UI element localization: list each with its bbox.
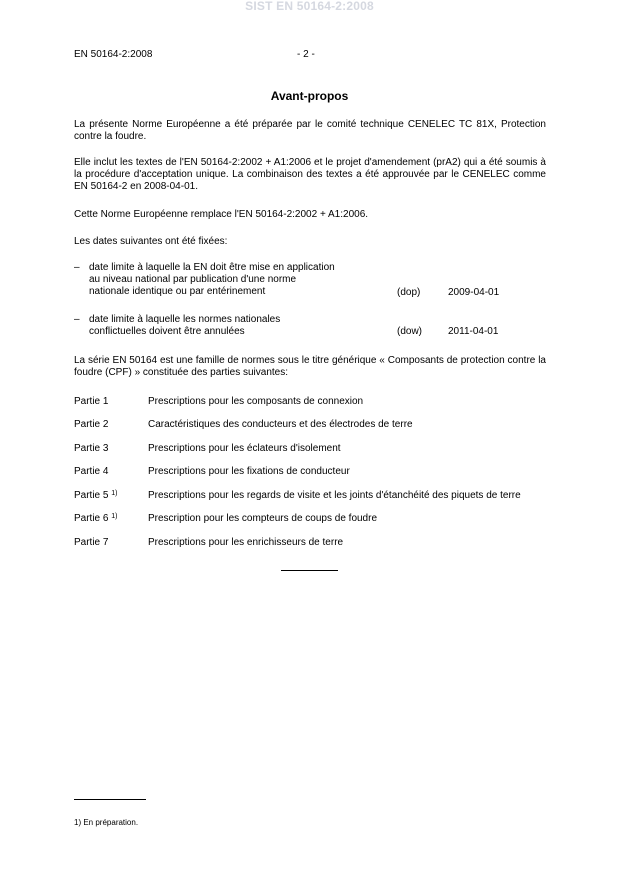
date-item-line: date limite à laquelle la EN doit être mise en application xyxy=(89,262,335,273)
paragraph-replaces: Cette Norme Européenne remplace l'EN 50164-2:2002 + A1:2006. xyxy=(74,209,369,220)
part-description: Prescriptions pour les regards de visite et les joints d'étanchéité des piquets de terre xyxy=(148,490,521,501)
part-label: Partie 7 xyxy=(74,537,109,548)
paragraph-committee: La présente Norme Européenne a été préparée par le comité technique CENELEC TC 81X, Protection contre la foudre. xyxy=(74,119,546,142)
watermark: SIST EN 50164-2:2008 xyxy=(245,0,374,13)
date-item-line: conflictuelles doivent être annulées xyxy=(89,326,245,337)
date-item-dow xyxy=(89,314,389,338)
date-value-dow: 2011-04-01 xyxy=(448,326,499,337)
part-label: Partie 5 $^{1)}$ xyxy=(74,490,118,501)
date-item-line: date limite à laquelle les normes nationales xyxy=(89,314,281,325)
page-title: Avant-propos xyxy=(270,89,349,103)
date-item-dop xyxy=(89,262,389,298)
date-code-dop: (dop) xyxy=(397,287,421,298)
part-description: Prescription pour les compteurs de coups de foudre xyxy=(148,513,378,524)
part-description: Prescriptions pour les enrichisseurs de terre xyxy=(148,537,344,548)
part-label: Partie 4 xyxy=(74,466,109,477)
paragraph-dates-intro: Les dates suivantes ont été fixées: xyxy=(74,236,228,247)
date-item-line: nationale identique ou par entérinement xyxy=(89,286,266,297)
paragraph-series: La série EN 50164 est une famille de normes sous le titre générique « Composants de protection contre la foudre (CPF) » constituée des parties suivantes: xyxy=(74,355,546,378)
part-description: Prescriptions pour les éclateurs d'isolement xyxy=(148,443,341,454)
part-label: Partie 2 xyxy=(74,419,109,430)
part-description: Caractéristiques des conducteurs et des électrodes de terre xyxy=(148,419,413,430)
part-label: Partie 1 xyxy=(74,396,109,407)
footnote-separator xyxy=(74,799,146,800)
part-label: Partie 6 $^{1)}$ xyxy=(74,513,118,524)
document-id: EN 50164-2:2008 xyxy=(74,49,153,60)
footnote: 1) En préparation. xyxy=(74,818,139,827)
date-item-line: au niveau national par publication d'une norme xyxy=(89,274,297,285)
date-code-dow: (dow) xyxy=(397,326,423,337)
list-dash: – xyxy=(74,314,80,325)
page-number: - 2 - xyxy=(297,49,315,60)
paragraph-texts: Elle inclut les textes de l'EN 50164-2:2002 + A1:2006 et le projet d'amendement (prA2) qui a été soumis à la procédure d'acceptation unique. La combinaison des textes a été approuvée par le CENELEC comme EN 50164-2 en 2008-04-01. xyxy=(74,157,546,192)
part-description: Prescriptions pour les composants de connexion xyxy=(148,396,364,407)
part-label: Partie 3 xyxy=(74,443,109,454)
list-dash: – xyxy=(74,262,80,273)
section-end-rule xyxy=(281,570,338,571)
part-description: Prescriptions pour les fixations de conducteur xyxy=(148,466,350,477)
date-value-dop: 2009-04-01 xyxy=(448,287,500,298)
